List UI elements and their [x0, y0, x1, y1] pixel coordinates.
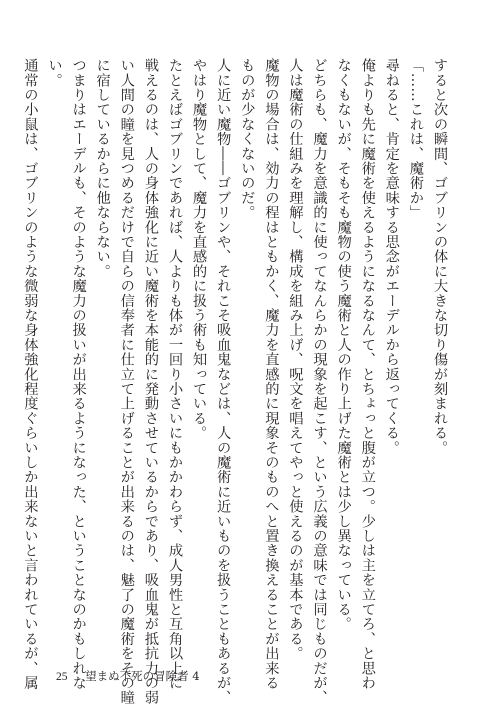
text-line: い人間の瞳を見つめるだけで自らの信奉者に仕立て上げることが出来るのは、魅了の魔術をその瞳	[118, 58, 135, 705]
text-line: どちらも、魔力を意識的に使ってなんらかの現象を起こす、という広義の意味では同じものだが、	[311, 58, 328, 705]
text-line: 人は魔術の仕組みを理解し、構成を組み上げ、呪文を唱えてやっと使えるのが基本である。	[287, 58, 304, 661]
text-line: なくもないが、そもそも魔物の使う魔術と人の作り上げた魔術とは少し異なっている。	[335, 58, 352, 632]
text-line: 尋ねると、肯定を意味する思念がエーデルから返ってくる。	[383, 58, 400, 455]
page-footer	[56, 668, 200, 684]
text-line: 通常の小鼠は、ゴブリンのような微弱な身体強化程度ぐらいしか出来ないと言われているが、属	[22, 58, 39, 691]
text-line: 俺よりも先に魔術を使えるようになるなんて、とちょっと腹が立つ。少しは主を立てろ、と思わ	[359, 58, 376, 691]
text-line: 人に近い魔物――ゴブリンや、それこそ吸血鬼などは、人の魔術に近いものを扱うこともあるが、	[215, 58, 232, 705]
text-line: すると次の瞬間、ゴブリンの体に大きな切り傷が刻まれる。	[432, 58, 448, 455]
text-line: やはり魔物として、魔力を直感的に扱う術も知っている。	[191, 58, 208, 441]
text-line: たとえばゴブリンであれば、人よりも体が一回り小さいにもかかわらず、成人男性と互角以上に	[166, 58, 183, 691]
text-line: ものが少なくないのだ。	[239, 58, 256, 220]
text-line: つまりはエーデルも、そのような魔力の扱いが出来るようになった、ということなのかもしれな	[70, 58, 87, 691]
text-line: 魔物の場合は、効力の程はともかく、魔力を直感的に現象そのものへと置き換えることが出来る	[263, 58, 280, 691]
text-line: い。	[46, 58, 63, 88]
running-title: 望まぬ不死の冒険者 4	[85, 669, 200, 683]
page-number: 25	[56, 671, 68, 683]
text-line: 「……これは、魔術か」	[407, 58, 424, 220]
text-line: に宿しているからに他ならない。	[94, 58, 111, 279]
text-line: 戦えるのは、人の身体強化に近い魔術を本能的に発動させているからであり、吸血鬼が抵抗力の弱	[142, 58, 159, 705]
